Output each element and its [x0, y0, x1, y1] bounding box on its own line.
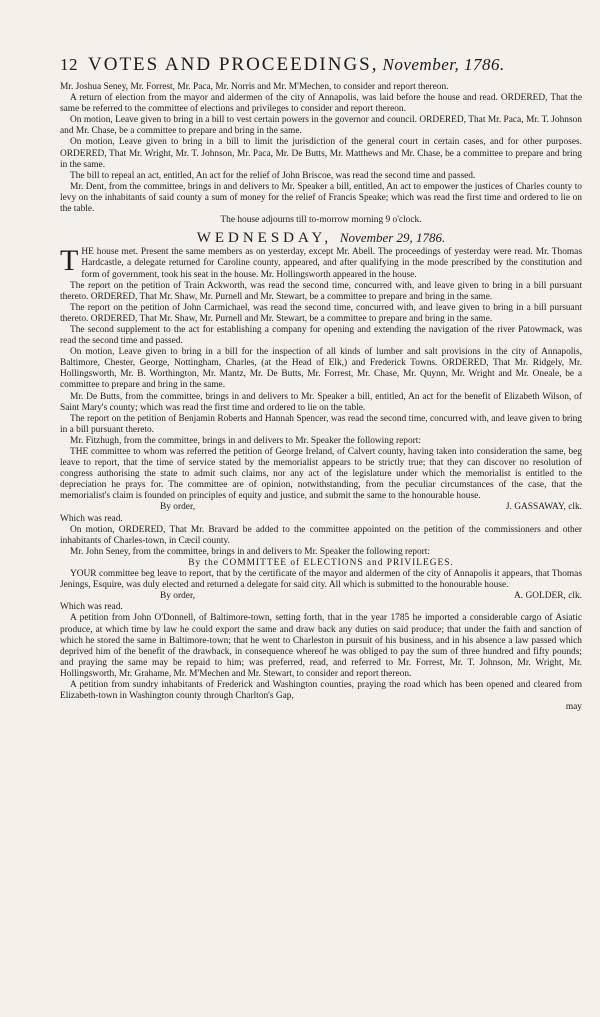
running-title: VOTES AND PROCEEDINGS,	[88, 54, 379, 75]
paragraph: Mr. De Butts, from the committee, brings in and delivers to Mr. Speaker a bill, entitled, An act for the benefit of Elizabeth Wilson, of Saint Mary's county; which was read the first time and ordered to lie on the table.	[60, 391, 582, 413]
paragraph: Which was read.	[60, 513, 123, 524]
paragraph: The second supplement to the act for establishing a company for opening and extending the navigation of the river Patowmack, was read the second time and passed.	[60, 324, 582, 347]
paragraph: Which was read.	[60, 602, 123, 613]
paragraph: Mr. Joshua Seney, Mr. Forrest, Mr. Paca, Mr. Norris and Mr. M'Mechen, to consider and report thereon.	[60, 82, 449, 92]
by-order: By order,	[160, 502, 196, 513]
signature-block	[60, 591, 582, 602]
paragraph: Mr. Dent, from the committee, brings in and delivers to Mr. Speaker a bill, entitled, An act to empower the justices of Charles county to levy on the inhabitants of said county a sum of money for the relief of Francis Speake; which was read the first time and ordered to lie on the table.	[60, 181, 582, 215]
adjournment-line: The house adjourns till to-morrow morning 9 o'clock.	[220, 215, 422, 226]
paragraph: Mr. Fitzhugh, from the committee, brings in and delivers to Mr. Speaker the following report:	[70, 435, 421, 446]
paragraph: Mr. John Seney, from the committee, brings in and delivers to Mr. Speaker the following report:	[70, 546, 430, 557]
catchword: may	[565, 702, 582, 713]
paragraph: On motion, Leave given to bring in a bill to vest certain powers in the governor and council. ORDERED, That Mr. Paca, Mr. T. Johnson and Mr. Chase, be a committee to prepare and bring in the same.	[60, 115, 582, 137]
signature-block	[60, 502, 582, 513]
paragraph: A return of election from the mayor and aldermen of the city of Annapolis, was laid before the house and read. ORDERED, That the same be referred to the committee of elections and privileges to consider and report thereon.	[60, 93, 582, 115]
report-paragraph: YOUR committee beg leave to report, that by the certificate of the mayor and aldermen of the city of Annapolis it appears, that Thomas Jenings, Esquire, was duly elected and returned a delegate for said city. All which is submitted to the honourable house.	[60, 569, 582, 591]
paragraph: A petition from John O'Donnell, of Baltimore-town, setting forth, that in the year 1785 he imported a considerable cargo of Asiatic produce, at which time by law he could export the same and draw back any duties on said produce; that under the faith and sanction of which he stored the same in Baltimore-town; that he went to Charleston in pursuit of his business, and in his absence a law passed which deprived him of the benefit of the drawback, in consequence whereof he was obliged to pay the sum of three hundred and fifty pounds; and praying the same may be repaid to him; was preferred, read, and referred to Mr. Forrest, Mr. T. Johnson, Mr. Wright, Mr. Hollingsworth, Mr. Grahame, Mr. M'Mechen and Mr. Stewart, to consider and report thereon.	[60, 613, 582, 679]
paragraph: A petition from sundry inhabitants of Frederick and Washington counties, praying the road which has been opened and cleared from Elizabeth-town in Washington county through Charlton's Gap,	[60, 679, 582, 702]
paragraph: The report on the petition of Benjamin Roberts and Hannah Spencer, was read the second time, concurred with, and leave given to bring in a bill pursuant thereto.	[60, 413, 582, 435]
report-paragraph: THE committee to whom was referred the petition of George Ireland, of Calvert county, having taken into consideration the same, beg leave to report, that the time of service stated by the memorialist appears to be strictly true; that they can discover no resolution of congress authorising the state to admit such claims, nor any act of the legislature under which the memorialist is entitled to the depreciation he prays for. The committee are of opinion, notwithstanding, from the peculiar circumstances of the case, that the memorialist's claim is founded on principles of equity and justice, and submit the same to the honourable house.	[60, 447, 582, 502]
page-header	[60, 54, 582, 82]
opening-paragraph-text: HE house met. Present the same members as on yesterday, except Mr. Abell. The proceedings of yesterday were read. Mr. Thomas Hardcastle, a delegate returned for Caroline county, appeared, and after qualifying in the mode prescribed by the constitution and form of government, took his seat in the house. Mr. Hollingsworth appeared in the house.	[81, 247, 582, 280]
page-number: 12	[60, 55, 78, 74]
paragraph: The bill to repeal an act, entitled, An act for the relief of John Briscoe, was read the second time and passed.	[70, 170, 476, 181]
drop-cap: T	[60, 244, 79, 278]
opening-paragraph	[60, 244, 582, 280]
day-heading	[60, 230, 582, 247]
paragraph: On motion, Leave given to bring in a bill to limit the jurisdiction of the general court in certain cases, and for other purposes. ORDERED, That Mr. Wright, Mr. T. Johnson, Mr. Paca, Mr. De Butts, Mr. Matthews and Mr. Chase, be a committee to prepare and bring in the same.	[60, 137, 582, 170]
paragraph: On motion, Leave given to bring in a bill for the inspection of all kinds of lumber and salt provisions in the city of Annapolis, Baltimore, Chester, George, Nottingham, Charles, (at the Head of Elk,) and Frederick Towns. ORDERED, That Mr. Ridgely, Mr. Hollingsworth, Mr. B. Worthington, Mr. Mantz, Mr. De Butts, Mr. Forrest, Mr. Chase, Mr. Quynn, Mr. Wright and Mr. Oneale, be a committee to prepare and bring in the same.	[60, 347, 582, 391]
clerk-name: J. GASSAWAY, clk.	[505, 502, 582, 513]
paragraph: The report on the petition of Train Ackworth, was read the second time, concurred with, and leave given to bring in a bill pursuant thereto. ORDERED, That Mr. Shaw, Mr. Purnell and Mr. Stewart, be a committee to prepare and bring in the same.	[60, 280, 582, 302]
clerk-name: A. GOLDER, clk.	[514, 591, 582, 602]
day-name: WEDNESDAY,	[196, 230, 333, 247]
day-date: November 29, 1786.	[339, 230, 446, 246]
by-order: By order,	[160, 591, 196, 602]
header-date: November, 1786.	[382, 55, 505, 74]
paragraph: On motion, ORDERED, That Mr. Bravard be added to the committee appointed on the petition of the commissioners and other inhabitants of Charles-town, in Cæcil county.	[60, 524, 582, 546]
committee-heading: By the COMMITTEE of ELECTIONS and PRIVILEGES.	[188, 557, 454, 568]
page-body	[60, 82, 582, 713]
paragraph: The report on the petition of John Carmichael, was read the second time, concurred with, and leave given to bring in a bill pursuant thereto. ORDERED, That Mr. Shaw, Mr. Purnell and Mr. Stewart, be a committee to prepare and bring in the same.	[60, 302, 582, 324]
